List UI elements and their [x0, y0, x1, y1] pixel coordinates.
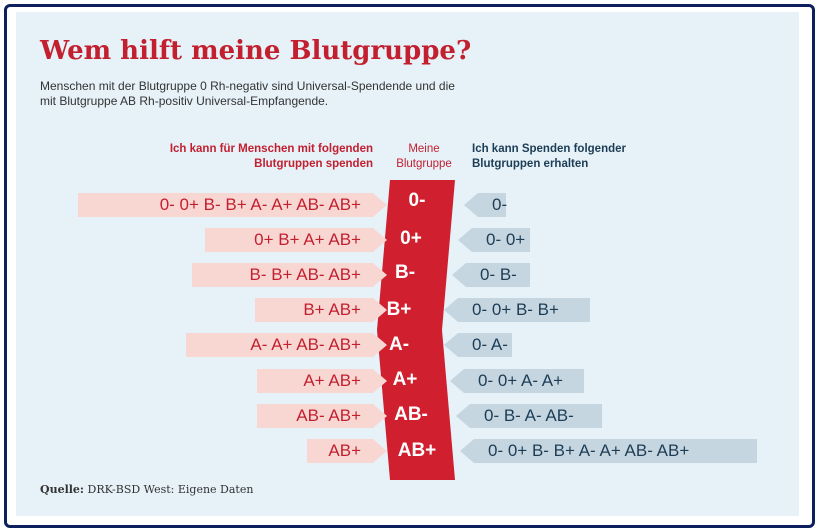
header-receive: Ich kann Spenden folgender Blutgruppen erhalten [472, 143, 626, 170]
header-blood-type: Meine Blutgruppe [396, 143, 452, 170]
give-bar-1: 0+ B+ A+ AB+ [205, 228, 373, 252]
blood-type-chevron [360, 180, 460, 480]
blood-type-2: B- [394, 262, 416, 283]
receive-bar-5: 0- 0+ A- A+ [464, 369, 584, 393]
blood-type-6: AB- [394, 404, 428, 425]
blood-type-5: A+ [392, 369, 418, 390]
page-title: Wem hilft meine Blutgruppe? [40, 36, 472, 66]
blood-type-4: A- [388, 334, 410, 355]
give-bar-2: B- B+ AB- AB+ [192, 263, 373, 287]
source-text: DRK-BSD West: Eigene Daten [87, 483, 254, 496]
receive-bar-2: 0- B- [466, 263, 530, 287]
blood-type-7: AB+ [397, 440, 437, 461]
blood-type-0: 0- [408, 190, 426, 211]
receive-bar-4: 0- A- [458, 333, 512, 357]
give-bar-5: A+ AB+ [257, 369, 373, 393]
receive-bar-6: 0- B- A- AB- [470, 404, 602, 428]
give-bar-4: A- A+ AB- AB+ [186, 333, 373, 357]
receive-bar-0: 0- [478, 193, 506, 217]
give-bar-7: AB+ [307, 439, 373, 463]
blood-type-3: B+ [386, 299, 412, 320]
subtitle: Menschen mit der Blutgruppe 0 Rh-negativ sind Universal-Spendende und die mit Blutgruppe AB Rh-positiv Universal-Empfangende. [40, 79, 455, 108]
receive-bar-1: 0- 0+ [472, 228, 530, 252]
give-bar-3: B+ AB+ [255, 298, 373, 322]
give-bar-6: AB- AB+ [257, 404, 373, 428]
receive-bar-7: 0- 0+ B- B+ A- A+ AB- AB+ [474, 439, 757, 463]
blood-type-1: 0+ [400, 228, 422, 249]
source-label: Quelle: [40, 483, 84, 496]
header-give: Ich kann für Menschen mit folgenden Blutgruppen spenden [169, 143, 373, 170]
give-bar-0: 0- 0+ B- B+ A- A+ AB- AB+ [78, 193, 373, 217]
source-note [40, 483, 253, 496]
receive-bar-3: 0- 0+ B- B+ [458, 298, 590, 322]
chevron-shape [377, 180, 455, 480]
